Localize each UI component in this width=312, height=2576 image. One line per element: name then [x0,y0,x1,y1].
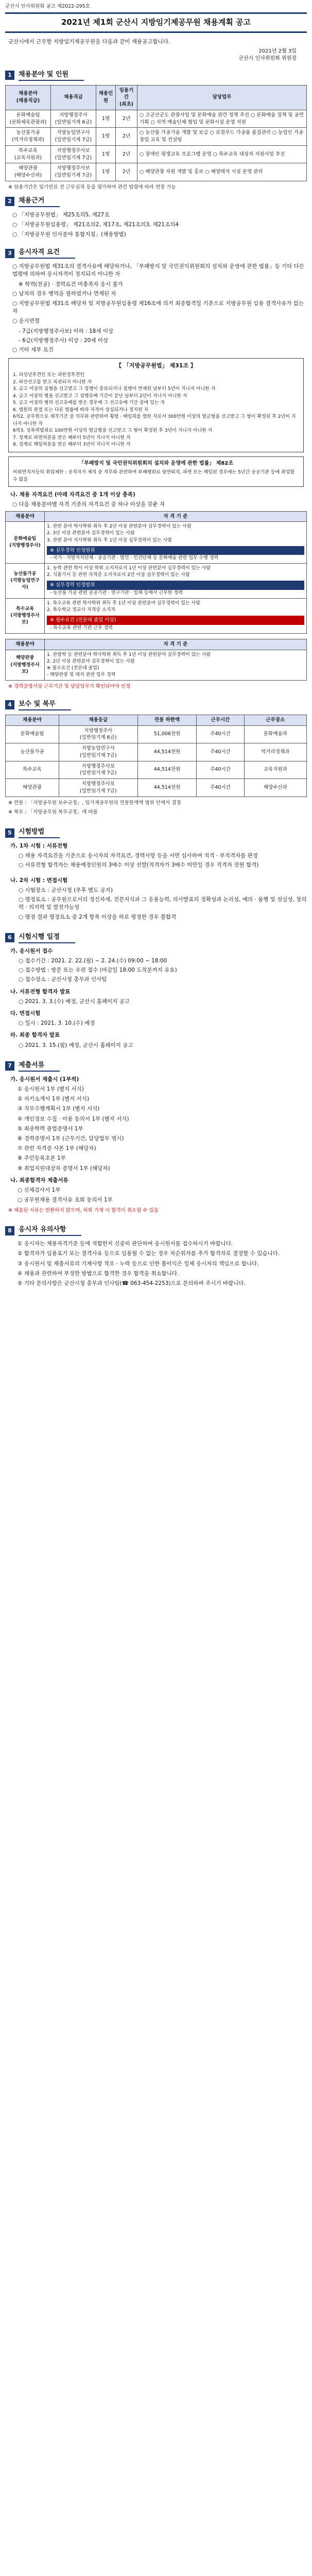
section-title: 보수 및 복무 [19,700,71,710]
law-box-title: 【 「지방공무원법」 제31조 】 [116,362,196,369]
section-1-header [5,70,307,81]
anticorruption-line: 비위면직자등의 취업제한 : 공직자가 재직 중 직무와 관련하여 부패행위로 당연퇴직, 파면 또는 해임된 경우에는 5년간 공공기관 등에 취업할 수 없음 [13,470,295,482]
law-line: 4. 금고 이상의 형을 선고받고 그 집행유예 기간이 끝난 날부터 2년이 지나지 아니한 자 [13,393,187,399]
document-item: ⑦ 관련 자격증 사본 1부 (해당자) [18,1145,96,1152]
requirement-text: ○ 지방공무원법 제31조 해당자 및 지방공무원임용령 제16조에 의거 최종합격일 기준으로 지방공무원 임용 결격사유가 없는 자 [12,300,304,315]
document-item: ⑥ 경력증명서 1부 (근무기간, 담당업무 명시) [18,1135,124,1142]
th-term: 임용기간 (최초) [116,85,137,110]
notice-number: 군산시 인사위원회 공고 제2022-295호 [5,4,90,9]
table-row: 문화예술팀 (지방행정주사) 1. 관련 분야 학사학위 취득 후 2년 이상 관련분야 실무경력이 있는 사람 2. 3년 이상 관련분야 실무경력이 있는 사람 3. 관련 분야 석사학위 취득 후 1년 이상 실무경력이 있는 사람 ※ 실무경력 인정범위 - 국가 · 지방자치단체 · 공공기관 · 법인 · 민간단체 등 문화예술 관련 업무 수행 경력 [6,522,307,564]
section-number: 6 [5,933,14,942]
law-line: 8. 징계로 해임처분을 받은 때부터 3년이 지나지 아니한 자 [13,442,131,448]
caution-item: ③ 응시원서 및 제출서류의 기재사항 착오 · 누락 등으로 인한 불이익은 일체 응시자의 책임으로 합니다. [18,1260,259,1267]
anticorruption-box [8,456,304,487]
requirement-text: ○ 응시연령 [12,318,40,325]
list-item: ○ 「지방공무원 인사분야 통합지침」(채용방법) [12,231,126,238]
qualification-table: 채용분야 자 격 기 준 문화예술팀 (지방행정주사) 1. 관련 분야 학사학위 취득 후 2년 이상 관련분야 실무경력이 있는 사람 2. 3년 이상 관련분야 실무경력이 있는 사람 3. 관련 분야 석사학위 취득 후 1년 이상 실무경력이 있는 사람 ※ 실무경력 인정범위 - 국가 · 지방자치단체 · 공공기관 · 법인 · 민간단체 등 문화예술 관련 업무 수행 경력 농산물가공 (지방농업연구사) 1. 농학 관련 학사 이상 학위 소지자로서 1년 이상 관련분야 실무경력이 있는 사람 2. 식품기사 등 관련 자격증 소지자로서 2년 이상 실무경력이 있는 사람 ※ 실무경력 인정범위 - 농산물 가공 관련 공공기관 · 연구기관 · 업체 등에서 근무한 경력 특수교육 (지방행정주사보) 1. 특수교육 관련 학사학위 취득 후 1년 이상 관련분야 실무경력이 있는 사람 2. 특수학교 정교사 자격증 소지자 ※ 필수요건 (전문대 졸업 이상) - 특수교육 관련 기관 근무 경력 [5,511,307,634]
caution-item: ⑤ 기타 문의사항은 군산시청 총무과 인사팀(☎ 063-454-2253)으로 문의하여 주시기 바랍니다. [18,1280,246,1286]
list-item: ○ 「지방공무원임용령」 제21조의2, 제17조, 제21조의3, 제21조의4 [12,221,179,228]
table-row: 해양관광 (해양수산과) 지방행정주사보 (일반임기제 7급) 1명 2년 ○ 해양관광 자원 개발 및 홍보 ○ 해양레저 시설 운영 관리 [6,163,307,181]
law-line: 7. 징계로 파면처분을 받은 때부터 5년이 지나지 아니한 자 [13,435,131,440]
table-row: 농산물가공 지방농업연구사 (일반임기제 7급) 44,514천원 주40시간 먹거리정책과 [6,743,307,761]
section-title: 시험방법 [19,827,60,838]
th-rank: 채용직급 [51,85,96,110]
duty-note: ※ 복무 : 「지방공무원 복무규정」에 따름 [8,809,98,816]
requirement-note: ※ 학력(전공) · 경력요건 미충족자 응시 불가 [19,281,123,287]
table-row: 농산물가공 (먹거리정책과) 지방농업연구사 (일반임기제 7급) 1명 2년 ○ 농산물 가공기술 개발 및 보급 ○ 로컬푸드 가공품 품질관리 ○ 농업인 가공창업 교육 및 컨설팅 [6,128,307,146]
section-2-header [5,196,307,207]
anticorruption-title: 「부패방지 및 국민권익위원회의 설치와 운영에 관한 법률」 제82조 [79,460,233,466]
section-6-header [5,933,307,943]
exam-desc: ○ 시험장소 : 군산시청 (추후 별도 공지) [19,887,113,893]
section-8-header [5,1225,307,1236]
section-title: 시험시행 일정 [19,933,75,943]
table-note: ※ 임용기간은 임기만료 전 근무실적 등을 평가하여 관련 법령에 따라 연장 가능 [8,184,176,190]
requirement-text: ○ 기타 세부 요건 [12,347,54,353]
requirement-sub: - 7급(지방행정주사보) 이하 : 18세 이상 [19,328,114,334]
th-duty: 담당업무 [137,85,307,110]
section-number: 1 [5,71,14,80]
law-line: 5. 금고 이상의 형의 선고유예를 받은 경우에 그 선고유예 기간 중에 있는 자 [13,400,165,406]
scope-bar: ※ 실무경력 인정범위 [47,581,304,590]
section-title: 채용근거 [19,196,60,207]
section-number: 8 [5,1226,14,1235]
table-row: 문화예술팀 지방행정주사 (일반임기제 6급) 51,006천원 주40시간 문화예술과 [6,725,307,743]
recruitment-table [5,85,307,181]
table-row: 해양관광 지방행정주사보 (일반임기제 7급) 44,514천원 주40시간 해양수산과 [6,779,307,797]
qualification-table-2: 채용분야 자 격 기 준 해양관광 (지방행정주사보) 1. 관광학 등 관련분야 학사학위 취득 후 1년 이상 관련분야 실무경력이 있는 사람 2. 2년 이상 관련분야 실무경력이 있는 사람 ※ 필수요건 (전문대 졸업) - 해양관광 및 레저 관련 업무 경력 [5,639,307,681]
exam-desc: ○ 평정요소 : 공무원으로서의 정신자세, 전문지식과 그 응용능력, 의사발표의 정확성과 논리성, 예의 · 품행 및 성실성, 창의력 · 의지력 및 발전가능성 [19,896,307,911]
section-7-header [5,1061,307,1072]
law-line: 3. 금고 이상의 실형을 선고받고 그 집행이 종료되거나 집행이 면제된 날부터 5년이 지나지 아니한 자 [13,386,216,392]
submit-group-a: 가. 응시원서 제출시 (1부씩) [10,1076,79,1082]
issuing-org: 군산시 인사위원회 위원장 [238,56,297,62]
law-line: 2. 파산선고를 받고 복권되지 아니한 자 [13,379,92,385]
qualification-subtitle: 나. 채용 자격요건 (아래 자격요건 중 1개 이상 충족) [10,492,135,498]
document-item: ⑤ 최종학력 졸업증명서 1부 [18,1125,83,1132]
document-item: ④ 개인정보 수집 · 이용 동의서 1부 (별지 서식) [18,1115,129,1122]
section-title: 응시자 유의사항 [19,1225,81,1236]
section-number: 3 [5,249,14,258]
exam-desc: ○ 채용 자격요건을 기준으로 응시자의 자격요건, 경력사항 등을 서면 심사하여 적격 · 부적격자를 판정 [19,853,258,859]
exam-step-1: 가. 1차 시험 : 서류전형 [10,843,68,850]
law-box [8,358,304,452]
notice-page: 군산시 인사위원회 공고 제2022-295호 2021년 제1회 군산시 지방임기제공무원 채용계획 공고 군산시에서 근무할 지방임기제공무원을 다음과 같이 채용공고합니다. 2021년 2월 3일 군산시 인사위원회 위원장 1 채용분야 및 인원 채용분야 (채용직급) 채용직급 채용인원 임용기간 (최초) 담당업무 문화예술팀 (문화체육관광과) 지방행정주사 (일반임기제 6급) 1명 2년 ○ 고군산군도 관광사업 및 문화예술 관련 정책 추진 ○ 문화예술 정책 및 공연 기획 ○ 지역 예술단체 협업 및 문화시설 운영 지원 농산물가공 (먹거리정책과) 지방농업연구사 (일반임기제 7급) 1명 2년 ○ 농산물 가공기술 개발 및 보급 ○ 로컬푸드 가공품 품질관리 ○ 농업인 가공창업 교육 및 컨설팅 특수교육 (교육지원과) 지방행정주사보 (일반임기제 7급) 1명 2년 ○ 장애인 평생교육 프로그램 운영 ○ 특수교육 대상자 지원사업 추진 해양관광 (해양수산과) 지방행정주사보 (일반임기제 7급) 1명 2년 ○ 해양관광 자원 개발 및 홍보 ○ 해양레저 시설 운영 관리 ※ 임용기간은 임기만료 전 근무실적 등을 평가하여 관련 법령에 따라 연장 가능 2 채용근거 ○ 「지방공무원법」 제25조의5, 제27조 ○ 「지방공무원임용령」 제21조의2, 제17조, 제21조의3, 제21조의4 ○ 「지방공무원 인사분야 통합지침」(채용방법) 3 응시자격 요건 ○ 지방공무원법 제31조의 결격사유에 해당하거나, 「부패방지 및 국민권익위원회의 설치와 운영에 관한 법률」등 기타 다른 법령에 의하여 응시자격이 정지되지 아니한 자 ※ 학력(전공) · 경력요건 미충족자 응시 불가 ○ 남자의 경우 병역을 필하였거나 면제된 자 ○ 지방공무원법 제31조 해당자 및 지방공무원임용령 제16조에 의거 최종합격일 기준으로 지방공무원 임용 결격사유가 없는 자 ○ 응시연령 - 7급(지방행정주사보) 이하 : 18세 이상 - 6급(지방행정주사) 이상 : 20세 이상 ○ 기타 세부 요건 【 「지방공무원법」 제31조 】 1. 피성년후견인 또는 피한정후견인 2. 파산선고를 받고 복권되지 아니한 자 3. 금고 이상의 실형을 선고받고 그 집행이 종료되거나 집행이 면제된 날부터 5년이 지나지 아니한 자 4. 금고 이상의 형을 선고받고 그 집행유예 기간이 끝난 날부터 2년이 지나지 아니한 자 5. 금고 이상의 형의 선고유예를 받은 경우에 그 선고유예 기간 중에 있는 자 6. 법원의 판결 또는 다른 법률에 따라 자격이 상실되거나 정지된 자 6의2. 공무원으로 재직기간 중 직무와 관련하여 횡령 · 배임죄를 범한 자로서 300만원 이상의 벌금형을 선고받고 그 형이 확정된 후 2년이 지나지 아니한 자 6의3. 성폭력범죄로 100만원 이상의 벌금형을 선고받고 그 형이 확정된 후 3년이 지나지 아니한 자 7. 징계로 파면처분을 받은 때부터 5년이 지나지 아니한 자 8. 징계로 해임처분을 받은 때부터 3년이 지나지 아니한 자 「부패방지 및 국민권익위원회의 설치와 운영에 관한 법률」 제82조 비위면직자등의 취업제한 : 공직자가 재직 중 직무와 관련하여 부패행위로 당연퇴직, 파면 또는 해임된 경우에는 5년간 공공기관 등에 취업할 수 없음 나. 채용 자격요건 (아래 자격요건 중 1개 이상 충족) ○ 다음 채용분야별 자격 기준의 자격요건 중 하나 이상을 갖춘 자 채용분야 자 격 기 준 문화예술팀 (지방행정주사) 1. 관련 분야 학사학위 취득 후 2년 이상 관련분야 실무경력이 있는 사람 2. 3년 이상 관련분야 실무경력이 있는 사람 3. 관련 분야 석사학위 취득 후 1년 이상 실무경력이 있는 사람 ※ 실무경력 인정범위 - 국가 · 지방자치단체 · 공공기관 · 법인 · 민간단체 등 문화예술 관련 업무 수행 경력 농산물가공 (지방농업연구사) 1. 농학 관련 학사 이상 학위 소지자로서 1년 이상 관련분야 실무경력이 있는 사람 2. 식품기사 등 관련 자격증 소지자로서 2년 이상 실무경력이 있는 사람 ※ 실무경력 인정범위 - 농산물 가공 관련 공공기관 · 연구기관 · 업체 등에서 근무한 경력 특수교육 (지방행정주사보) 1. 특수교육 관련 학사학위 취득 후 1년 이상 관련분야 실무경력이 있는 사람 2. 특수학교 정교사 자격증 소지자 ※ 필수요건 (전문대 졸업 이상) - 특수교육 관련 기관 근무 경력 채용분야 자 격 기 준 해양관광 (지방행정주사보) 1. 관광학 등 관련분야 학사학위 취득 후 1년 이상 관련분야 실무경력이 있는 사람 2. 2년 이상 관련분야 실무경력이 있는 사람 ※ 필수요건 (전문대 졸업) - 해양관광 및 레저 관련 업무 경력 ※ 경력증명서상 근무기간 및 담당업무가 확인되어야 인정 4 보수 및 복무 채용분야 채용등급 연봉 하한액 근무시간 근무장소 문화예술팀 지방행정주사 (일반임기제 6급) 51,006천원 주40시간 문화예술과 농산물가공 지방농업연구사 (일반임기제 7급) 44,514천원 주40시간 먹거리정책과 특수교육 지방행정주사보 (일반임기제 7급) 44,514천원 주40시간 교육지원과 해양관광 지방행정주사보 (일반임기제 7급) 44,514천원 주40시간 해양수산과 ※ 연봉 : 「지방공무원 보수규정」, 임기제공무원의 연봉한계액 범위 안에서 결정 ※ 복무 : 「지방공무원 복무규정」에 따름 5 시험방법 가. 1차 시험 : 서류전형 ○ 채용 자격요건을 기준으로 응시자의 자격요건, 경력사항 등을 서면 심사하여 적격 · 부적격자를 판정 ○ 서류전형 합격자는 채용예정인원의 3배수 이상 선발(적격자가 3배수 미만일 경우 적격자 전원 합격) 나. 2차 시험 : 면접시험 ○ 시험장소 : 군산시청 (추후 별도 공지) ○ 평정요소 : 공무원으로서의 정신자세, 전문지식과 그 응용능력, 의사발표의 정확성과 논리성, 예의 · 품행 및 성실성, 창의력 · 의지력 및 발전가능성 ○ 평정 결과 평정요소 중 2개 항목 이상을 하로 평정한 경우 불합격 6 시험시행 일정 가. 응시원서 접수 ○ 접수기간 : 2021. 2. 22.(월) ~ 2. 24.(수) 09:00 ~ 18:00 ○ 접수방법 : 방문 또는 우편 접수 (마감일 18:00 도착분까지 유효) ○ 접수장소 : 군산시청 총무과 인사팀 나. 서류전형 합격자 발표 ○ 2021. 3. 3.(수) 예정, 군산시 홈페이지 공고 다. 면접시험 ○ 일시 : 2021. 3. 10.(수) 예정 라. 최종 합격자 발표 ○ 2021. 3. 15.(월) 예정, 군산시 홈페이지 공고 7 제출서류 가. 응시원서 제출시 (1부씩) ① 응시원서 1부 (별지 서식) ② 자기소개서 1부 (별지 서식) ③ 직무수행계획서 1부 (별지 서식) ④ 개인정보 수집 · 이용 동의서 1부 (별지 서식) ⑤ 최종학력 졸업증명서 1부 ⑥ 경력증명서 1부 (근무기간, 담당업무 명시) ⑦ 관련 자격증 사본 1부 (해당자) ⑧ 주민등록초본 1부 ⑨ 취업지원대상자 증명서 1부 (해당자) 나. 최종합격자 제출서류 ○ 신체검사서 1부 ○ 공무원채용 결격사유 조회 동의서 1부 ※ 제출된 서류는 반환하지 않으며, 허위 기재 시 합격이 취소될 수 있음 8 응시자 유의사항 ① 응시자는 채용자격기준 등에 적합한지 신중히 판단하여 응시원서를 접수하시기 바랍니다. ② 합격자가 임용포기 또는 결격사유 등으로 임용될 수 없는 경우 차순위자를 추가 합격자로 결정할 수 있습니다. ③ 응시원서 및 제출서류의 기재사항 착오 · 누락 등으로 인한 불이익은 일체 응시자의 책임으로 합니다. ④ 채용과 관련하여 부정한 방법으로 합격한 경우 합격을 취소합니다. ⑤ 기타 문의사항은 군산시청 총무과 인사팀(☎ 063-454-2253)으로 문의하여 주시기 바랍니다. [0,0,312,1296]
table-row: 특수교육 지방행정주사보 (일반임기제 7급) 44,514천원 주40시간 교육지원과 [6,761,307,779]
submit-note: ※ 제출된 서류는 반환하지 않으며, 허위 기재 시 합격이 취소될 수 있음 [8,1207,159,1213]
experience-note: ※ 경력증명서상 근무기간 및 담당업무가 확인되어야 인정 [8,684,131,690]
document-item: ② 자기소개서 1부 (별지 서식) [18,1096,90,1103]
exam-step-2: 나. 2차 시험 : 면접시험 [10,877,68,884]
section-number: 7 [5,1061,14,1071]
law-line: 6. 법원의 판결 또는 다른 법률에 따라 자격이 상실되거나 정지된 자 [13,407,149,413]
table-row: 농산물가공 (지방농업연구사) 1. 농학 관련 학사 이상 학위 소지자로서 1년 이상 관련분야 실무경력이 있는 사람 2. 식품기사 등 관련 자격증 소지자로서 2년 이상 실무경력이 있는 사람 ※ 실무경력 인정범위 - 농산물 가공 관련 공공기관 · 연구기관 · 업체 등에서 근무한 경력 [6,564,307,599]
page-title: 2021년 제1회 군산시 지방임기제공무원 채용계획 공고 [5,12,307,33]
qualification-note: ○ 다음 채용분야별 자격 기준의 자격요건 중 하나 이상을 갖춘 자 [12,501,165,508]
section-number: 4 [5,700,14,709]
required-bar: ※ 필수요건 (전문대 졸업 이상) [47,616,304,625]
section-4-header [5,700,307,710]
exam-desc: ○ 서류전형 합격자는 채용예정인원의 3배수 이상 선발(적격자가 3배수 미만일 경우 적격자 전원 합격) [19,862,259,869]
law-line: 6의3. 성폭력범죄로 100만원 이상의 벌금형을 선고받고 그 형이 확정된 후 3년이 지나지 아니한 자 [13,428,213,434]
document-item: ⑨ 취업지원대상자 증명서 1부 (해당자) [18,1165,110,1172]
submit-group-b: 나. 최종합격자 제출서류 [10,1177,68,1183]
section-title: 응시자격 요건 [19,248,75,259]
document-item: ① 응시원서 1부 (별지 서식) [18,1086,84,1092]
th-field: 채용분야 (채용직급) [6,85,51,110]
section-title: 채용분야 및 인원 [19,70,84,81]
caution-item: ① 응시자는 채용자격기준 등에 적합한지 신중히 판단하여 응시원서를 접수하시기 바랍니다. [18,1241,233,1247]
pay-table: 채용분야 채용등급 연봉 하한액 근무시간 근무장소 문화예술팀 지방행정주사 (일반임기제 6급) 51,006천원 주40시간 문화예술과 농산물가공 지방농업연구사 (일반임기제 7급) 44,514천원 주40시간 먹거리정책과 특수교육 지방행정주사보 (일반임기제 7급) 44,514천원 주40시간 교육지원과 해양관광 지방행정주사보 (일반임기제 7급) 44,514천원 주40시간 해양수산과 [5,715,307,797]
requirement-sub: - 6급(지방행정주사) 이상 : 20세 이상 [19,337,108,344]
table-row: 문화예술팀 (문화체육관광과) 지방행정주사 (일반임기제 6급) 1명 2년 ○ 고군산군도 관광사업 및 문화예술 관련 정책 추진 ○ 문화예술 정책 및 공연 기획 ○ 지역 예술단체 협업 및 문화시설 운영 지원 [6,110,307,128]
section-3-header [5,248,307,259]
law-line: 6의2. 공무원으로 재직기간 중 직무와 관련하여 횡령 · 배임죄를 범한 자로서 300만원 이상의 벌금형을 선고받고 그 형이 확정된 후 2년이 지나지 아니한 자 [13,414,296,427]
notice-date: 2021년 2월 3일 [258,48,297,54]
table-row: 특수교육 (교육지원과) 지방행정주사보 (일반임기제 7급) 1명 2년 ○ 장애인 평생교육 프로그램 운영 ○ 특수교육 대상자 지원사업 추진 [6,145,307,163]
caution-item: ④ 채용과 관련하여 부정한 방법으로 합격한 경우 합격을 취소합니다. [18,1270,179,1277]
law-line: 1. 피성년후견인 또는 피한정후견인 [13,372,84,378]
caution-item: ② 합격자가 임용포기 또는 결격사유 등으로 임용될 수 없는 경우 차순위자를 추가 합격자로 결정할 수 있습니다. [18,1250,280,1257]
pay-note: ※ 연봉 : 「지방공무원 보수규정」, 임기제공무원의 연봉한계액 범위 안에서 결정 [8,800,181,806]
document-item: ⑧ 주민등록초본 1부 [18,1155,66,1162]
section-title: 제출서류 [19,1061,60,1072]
document-item: ③ 직무수행계획서 1부 (별지 서식) [18,1106,100,1112]
list-item: ○ 「지방공무원법」 제25조의5, 제27조 [12,211,110,218]
requirement-text: ○ 남자의 경우 병역을 필하였거나 면제된 자 [12,290,116,297]
section-number: 5 [5,828,14,838]
table-row: 해양관광 (지방행정주사보) 1. 관광학 등 관련분야 학사학위 취득 후 1년 이상 관련분야 실무경력이 있는 사람 2. 2년 이상 관련분야 실무경력이 있는 사람 ※ 필수요건 (전문대 졸업) - 해양관광 및 레저 관련 업무 경력 [6,650,307,680]
exam-desc: ○ 평정 결과 평정요소 중 2개 항목 이상을 하로 평정한 경우 불합격 [19,913,177,920]
section-number: 2 [5,197,14,206]
requirement-text: ○ 지방공무원법 제31조의 결격사유에 해당하거나, 「부패방지 및 국민권익위원회의 설치와 운영에 관한 법률」등 기타 다른 법령에 의하여 응시자격이 정지되지 아니한 자 [12,263,304,278]
intro-text: 군산시에서 근무할 지방임기제공무원을 다음과 같이 채용공고합니다. [8,38,170,45]
table-row: 특수교육 (지방행정주사보) 1. 특수교육 관련 학사학위 취득 후 1년 이상 관련분야 실무경력이 있는 사람 2. 특수학교 정교사 자격증 소지자 ※ 필수요건 (전문대 졸업 이상) - 특수교육 관련 기관 근무 경력 [6,599,307,634]
scope-bar: ※ 실무경력 인정범위 [47,546,304,555]
section-5-header [5,827,307,838]
th-count: 채용인원 [96,85,116,110]
